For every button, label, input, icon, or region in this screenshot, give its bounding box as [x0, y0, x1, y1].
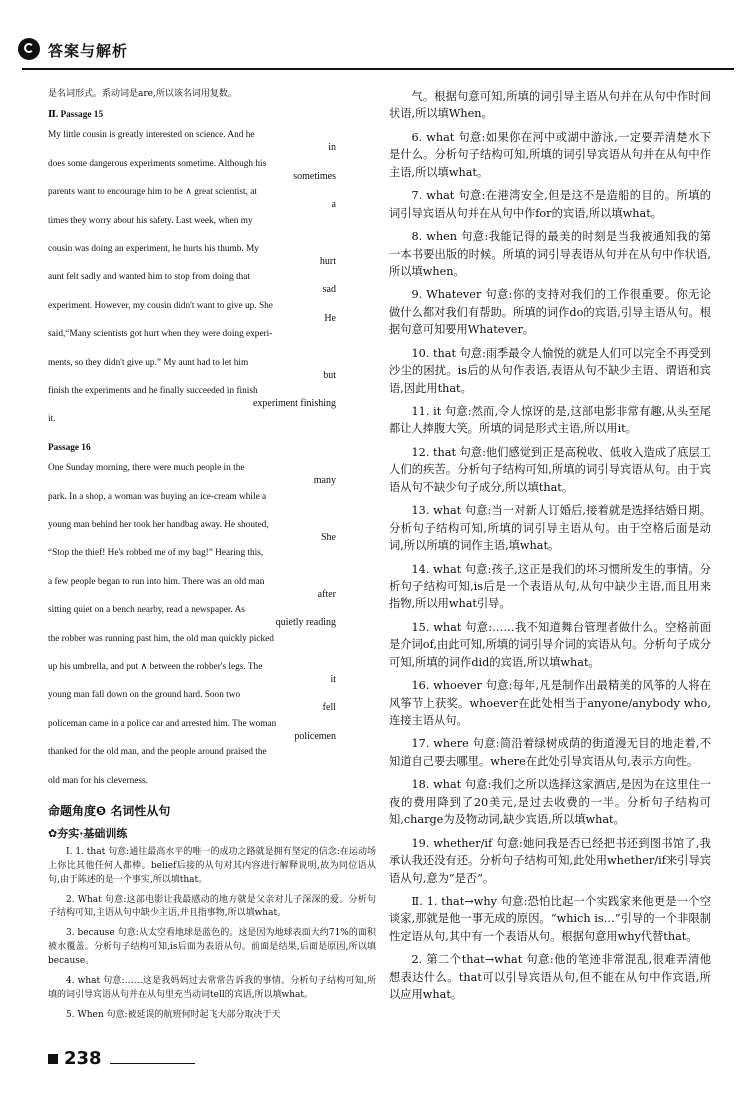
page-number	[48, 1048, 102, 1069]
answer-item: 6. what 句意:如果你在河中或湖中游泳,一定要弄清楚水下是什么。分析句子结构可知,所填的词引导宾语从句并在从句中作主语,所以填what。	[389, 130, 711, 179]
passage-line	[48, 575, 376, 600]
passage-line-text: parents want to encourage him to be ∧ great scientist, at	[48, 187, 257, 198]
correction-word: fell	[322, 702, 336, 714]
left-column	[48, 88, 376, 1029]
passage-line	[48, 299, 376, 324]
answer-item: 19. whether/if 句意:她问我是否已经把书还到图书馆了,我承认我还没有还。分析句子结构可知,此处用whether/if来引导宾语从句,意为“是否”。	[389, 836, 711, 885]
answer-item: 3. because 句意:从太空看地球是蓝色的。这是因为地球表面大约71%的面积被水覆盖。分析句子结构可知,is后面为表语从句。前面是结果,后面是原因,所以填because。	[48, 928, 376, 967]
answer-item: 12. that 句意:他们感觉到正是高税收、低收入造成了底层工人们的疾苦。分析句子结构可知,所填的词引导宾语从句。由于宾语从句不缺少句子成分,所以填that。	[389, 445, 711, 494]
passage-line-text: park. In a shop, a woman was buying an ice-cream while a	[48, 491, 267, 502]
passage-line-text: said,“Many scientists got hurt when they were doing experi-	[48, 329, 273, 340]
answer-item: 2. 第二个that→what 句意:他的笔迹非常混乱,很难弄清他想表达什么。that可以引导宾语从句,但不能在从句中作宾语,所以应用what。	[389, 953, 711, 1002]
passage-line-text: young man fall down on the ground hard. Soon two	[48, 690, 241, 701]
correction-word: but	[323, 369, 336, 381]
passage-line	[48, 157, 376, 182]
passage-line	[48, 490, 376, 504]
passage-line-text: One Sunday morning, there were much people in the	[48, 463, 245, 474]
passage-line	[48, 384, 376, 409]
passage-line	[48, 185, 376, 211]
passage-line-text: “Stop the thief! He's robbed me of my bag!” Hearing this,	[48, 548, 264, 559]
footer-rule	[110, 1063, 195, 1064]
correction-word: a	[331, 199, 336, 211]
answer-item: 18. what 句意:我们之所以选择这家酒店,是因为在这里住一夜的费用降到了20美元,是过去收费的一半。分析句子结构可知,charge为及物动词,缺少宾语,所以填what。	[389, 778, 711, 827]
correction-word: many	[313, 475, 336, 487]
answer-item: 11. it 句意:然而,令人惊讶的是,这部电影非常有趣,从头至尾都让人捧腹大笑。所填的词是形式主语,所以用it。	[389, 405, 711, 436]
passage-line-text: ments, so they didn't give up.” My aunt had to let him	[48, 357, 249, 368]
answer-item: 4. what 句意:……这是我妈妈过去常常告诉我的事情。分析句子结构可知,所填的词引导宾语从句并在从句里充当动词tell的宾语,所以填what。	[48, 976, 376, 1001]
answer-item: 8. when 句意:我能记得的最美的时刻是当我被通知我的第一本书要出版的时候。所填的词引导表语从句并在从句中作状语,所以填when。	[389, 230, 711, 278]
passage-line	[48, 603, 376, 629]
passage-line-text: thanked for the old man, and the people around praised the	[48, 747, 267, 758]
left-answer-items	[48, 846, 376, 1023]
correction-word: policemen	[294, 730, 336, 742]
answer-item: 13. what 句意:当一对新人订婚后,接着就是选择结婚日期。分析句子结构可知,所填的词引导主语从句。由于空格后面是动词,所以所填的词作主语,填what。	[389, 504, 711, 553]
passage-line-text: the robber was running past him, the old man quickly picked	[48, 633, 274, 644]
header-rule	[22, 68, 734, 70]
answer-item: 气。根据句意可知,所填的词引导主语从句并在从句中作时间状语,所以填When。	[389, 90, 711, 121]
answer-item: 14. what 句意:孩子,这正是我们的坏习惯所发生的事情。分析句子结构可知,is后是一个表语从句,从句中缺少主语,而且用来指物,所以用what引导。	[389, 562, 711, 611]
passage-line-text: My little cousin is greatly interested on science. And he	[48, 130, 255, 141]
correction-word: it	[330, 674, 336, 686]
passage-line	[48, 270, 376, 296]
passage-line	[48, 660, 376, 686]
passage-line-text: policeman came in a police car and arrested him. The woman	[48, 718, 277, 729]
passage-line	[48, 717, 376, 742]
passage-line	[48, 214, 376, 228]
page-header	[22, 8, 734, 70]
passage-line-text: young man behind her took her handbag away. He shouted,	[48, 520, 269, 531]
passage-line	[48, 546, 376, 560]
answer-item: 7. what 句意:在港湾安全,但是这不是造船的目的。所填的词引导宾语从句并在从句中作for的宾语,所以填what。	[389, 189, 711, 220]
passage-line-text: experiment. However, my cousin didn't want to give up. She	[48, 300, 273, 311]
sub-title: ✿夯实·基础训练	[48, 826, 128, 840]
answer-item: 5. When 句意:被延误的航班何时起飞大部分取决于天	[66, 1010, 281, 1021]
passage-line	[48, 412, 376, 426]
passage-line	[48, 745, 376, 759]
passage-line-text: sitting quiet on a bench nearby, read a newspaper. As	[48, 605, 245, 616]
passage-line	[48, 327, 376, 341]
answer-item: 17. where 句意:简沿着绿树成荫的街道漫无目的地走着,不知道自己要去哪里。where在此处引导宾语从句,表示方向性。	[389, 737, 711, 768]
right-column	[389, 88, 711, 1010]
passage-line-text: a few people began to run into him. There was an old man	[48, 576, 265, 587]
passage-line	[48, 632, 376, 646]
correction-word: sad	[322, 284, 336, 296]
passage-line-text: does some dangerous experiments sometime. Although his	[48, 158, 267, 169]
passage-line	[48, 518, 376, 544]
passage-line	[48, 242, 376, 267]
answer-item: 2. What 句意:这部电影让我最感动的地方就是父亲对儿子深深的爱。分析句子结构可知,主语从句中缺少主语,并且指事物,所以填what。	[48, 894, 376, 919]
passage-line	[48, 461, 376, 487]
passage-line-text: finish the experiments and he finally succeeded in finish	[48, 386, 258, 396]
intro-text: 是名词形式。系动词是are,所以该名词用复数。	[48, 89, 237, 99]
passage-line	[48, 688, 376, 714]
footer-square-icon	[48, 1054, 58, 1064]
passage-line	[48, 128, 376, 154]
correction-word: after	[317, 588, 336, 600]
correction-word: He	[324, 312, 336, 324]
passage16-body	[48, 461, 376, 788]
correction-word: hurt	[319, 255, 336, 267]
correction-word: experiment finishing	[252, 398, 336, 409]
header-title: 答案与解析	[48, 42, 129, 60]
answer-item: 9. Whatever 句意:你的支持对我们的工作很重要。你无论做什么都对我们有帮助。所填的词作do的宾语,引导主语从句。根据句意可知要用Whatever。	[389, 288, 711, 337]
right-answer-items	[389, 88, 711, 1004]
correction-word: She	[321, 532, 336, 544]
answer-item: 16. whoever 句意:每年,凡是制作出最精美的风筝的人将在风筝节上获奖。whoever在此处相当于anyone/anybody who,连接主语从句。	[389, 679, 711, 727]
passage-line-text: up his umbrella, and put ∧ between the robber's legs. The	[48, 662, 263, 673]
correction-word: sometimes	[293, 170, 336, 182]
answer-item: Ⅰ. 1. that 句意:通往最高水平的唯一的成功之路就是拥有坚定的信念:在运动场上你比其他任何人都棒。belief后接的从句对其内容进行解释说明,故为同位语从句,由于陈述的是一个事实,所以填that。	[48, 846, 376, 885]
answer-item: 15. what 句意:……我不知道舞台管理者做什么。空格前面是介词of,由此可知,所填的词引导介词的宾语从句。分析句子成分可知,所填的词作did的宾语,所以填what。	[389, 620, 711, 669]
correction-word: quietly reading	[275, 617, 336, 629]
publisher-logo-icon	[18, 38, 40, 60]
passage-line-text: cousin was doing an experiment, he hurts his thumb. My	[48, 243, 259, 254]
page-number-text: 238	[64, 1048, 102, 1069]
passage-line	[48, 774, 376, 788]
passage-line-text: old man for his cleverness.	[48, 775, 148, 786]
passage-line-text: it.	[48, 414, 56, 425]
passage-line	[48, 356, 376, 381]
passage15-title: Ⅱ. Passage 15	[48, 109, 104, 120]
passage16-title: Passage 16	[48, 442, 91, 453]
passage15-body	[48, 128, 376, 426]
correction-word: in	[328, 142, 336, 154]
passage-line-text: times they worry about his safety. Last week, when my	[48, 215, 253, 226]
answer-item: Ⅱ. 1. that→why 句意:恐怕比起一个实践家来他更是一个空谈家,那就是他一事无成的原因。“which is…”引导的一个非限制性定语从句,其中有一个表语从句。根据句意用why代替that。	[389, 894, 711, 943]
answer-item: 10. that 句意:雨季最令人愉悦的就是人们可以完全不再受到沙尘的困扰。is后的从句作表语,表语从句不缺少主语、谓语和宾语,因此用that。	[389, 346, 711, 395]
passage-line-text: aunt felt sadly and wanted him to stop from doing that	[48, 272, 250, 283]
section-title: 命题角度❺ 名词性从句	[48, 804, 171, 819]
